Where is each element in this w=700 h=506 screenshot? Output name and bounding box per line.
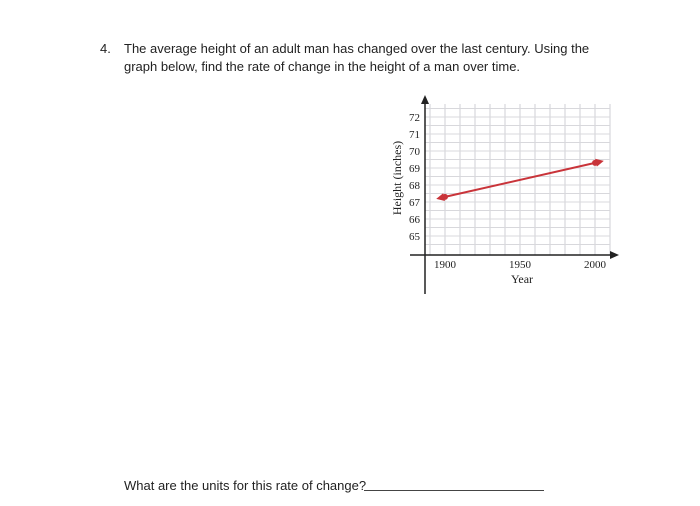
- x-axis-title: Year: [510, 272, 534, 286]
- question-number: 4.: [100, 41, 111, 56]
- y-tick-label: 71: [409, 129, 420, 141]
- x-tick-label: 1950: [509, 259, 531, 271]
- answer-blank[interactable]: [364, 490, 544, 491]
- y-tick-label: 68: [409, 180, 420, 192]
- y-tick-label: 72: [409, 112, 420, 124]
- x-tick-label: 2000: [584, 259, 606, 271]
- x-tick-label: 1900: [434, 259, 456, 271]
- question-text: The average height of an adult man has changed over the last century. Using the graph below, find the rate of change in the height of a man over time.: [124, 41, 590, 74]
- y-axis-arrow: [421, 95, 429, 104]
- followup-question: What are the units for this rate of change?: [124, 478, 367, 493]
- y-tick-label: 69: [409, 163, 420, 175]
- x-axis-arrow: [610, 251, 619, 259]
- y-tick-label: 70: [409, 146, 420, 158]
- y-tick-label: 65: [409, 231, 420, 243]
- y-axis-title: Height (inches): [390, 140, 404, 216]
- y-tick-label: 67: [409, 197, 420, 209]
- y-tick-label: 66: [409, 214, 420, 226]
